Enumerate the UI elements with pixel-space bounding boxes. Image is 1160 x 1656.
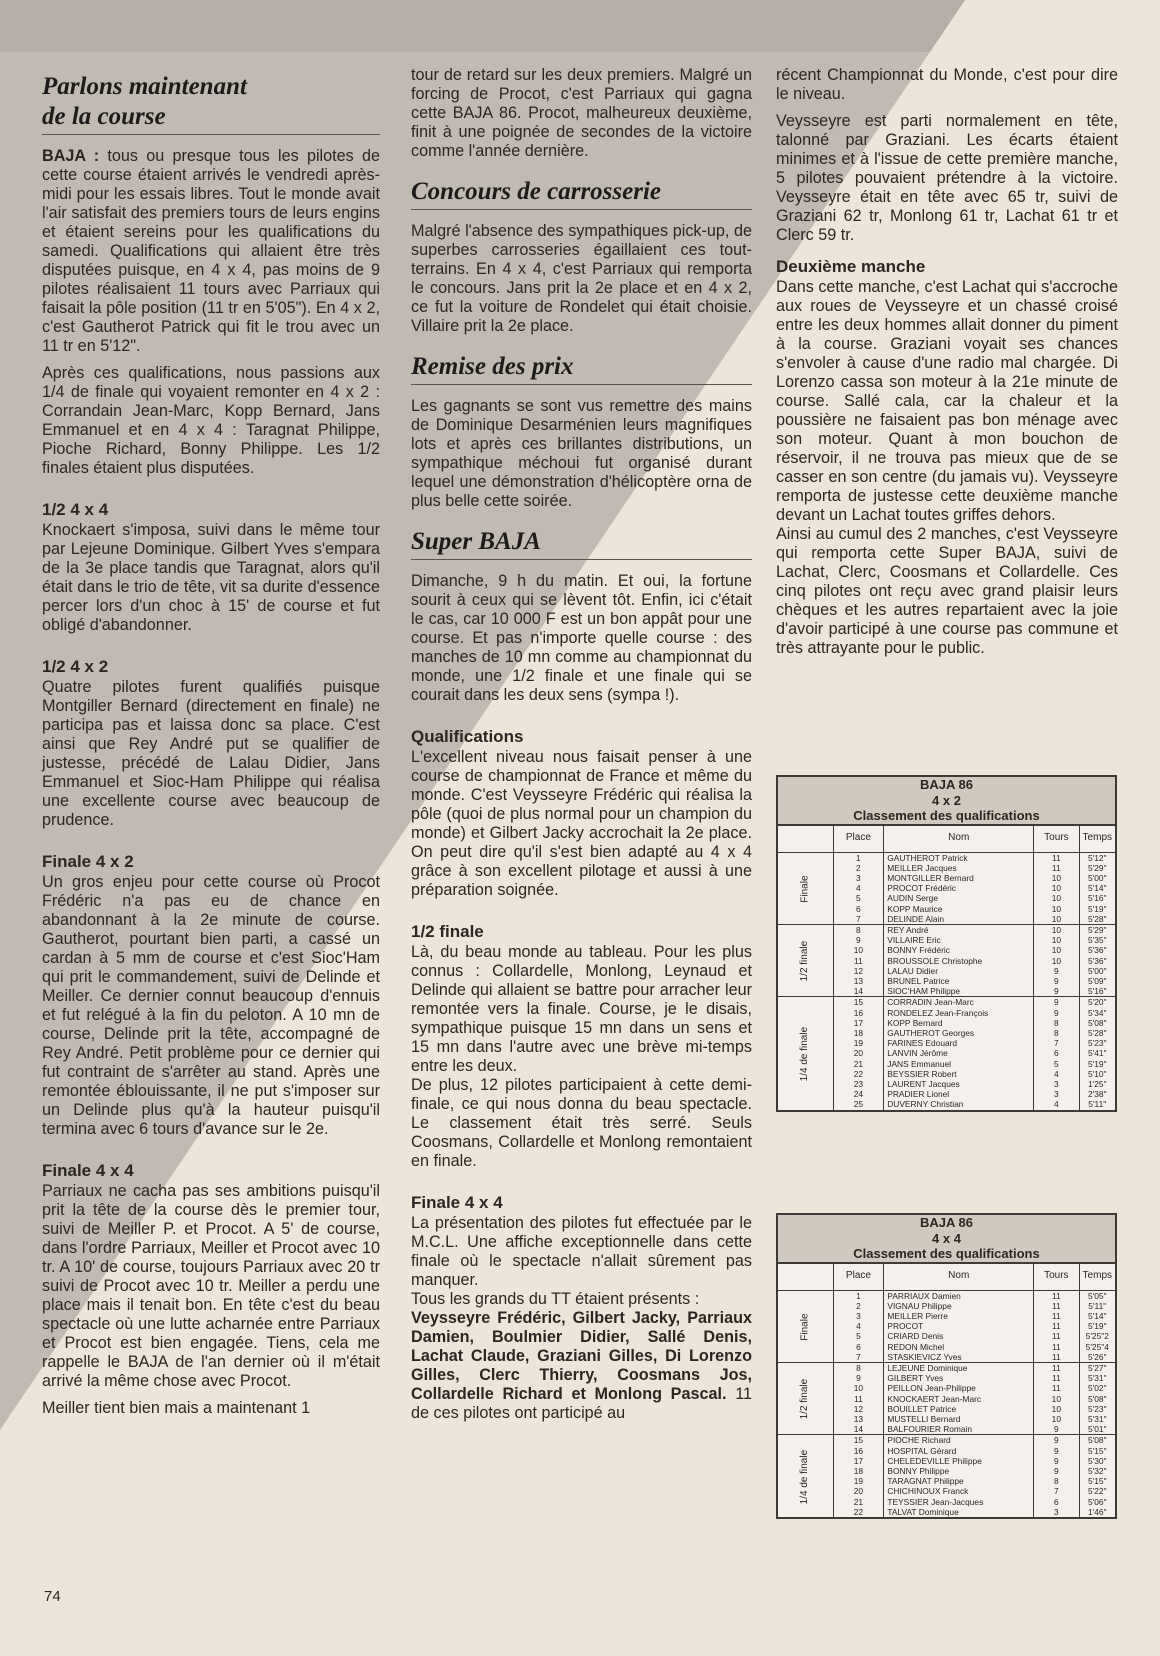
cell-tours: 4 (1054, 1068, 1059, 1079)
cell-place: 18 (853, 1027, 864, 1038)
subheading: 1/2 finale (411, 922, 484, 941)
table-column-tours (1034, 997, 1079, 1111)
column-header-tours: Tours (1034, 825, 1079, 853)
cell-tours: 11 (1051, 1351, 1061, 1362)
table-title-line1: BAJA 86 (920, 1215, 973, 1230)
table-column-nom (884, 1362, 1034, 1434)
cell-nom: KOPP Maurice (887, 903, 943, 914)
cell-temps: 5'23" (1088, 1038, 1107, 1049)
cell-place: 8 (856, 1362, 861, 1373)
cell-place: 13 (853, 1413, 864, 1424)
paragraph: Là, du beau monde au tableau. Pour les plus connus : Collardelle, Monlong, Leynaud et Delinde qui allaient se battre pour arracher leur remontée vers la finale. Course, je le disais, sympathique puisque 15 mn dans un sens et 15 mn dans l'autre avec une brève mi-temps entre les deux. (411, 943, 752, 1075)
cell-tours: 10 (1051, 1413, 1061, 1424)
cell-nom: JANS Emmanuel (887, 1058, 952, 1069)
cell-temps: 5'15" (1088, 1476, 1107, 1487)
cell-temps: 5'31" (1088, 1413, 1107, 1424)
cell-temps: 5'19" (1088, 1058, 1107, 1069)
cell-place: 20 (853, 1048, 864, 1059)
table-title-line3: Classement des qualifications (853, 808, 1040, 823)
cell-temps: 5'28" (1088, 913, 1107, 924)
cell-tours: 9 (1053, 1465, 1059, 1476)
cell-place: 4 (856, 1321, 861, 1332)
column-header-temps: Temps (1079, 1263, 1116, 1291)
cell-nom: HOSPITAL Gérard (887, 1445, 957, 1456)
cell-temps: 5'41" (1088, 1048, 1107, 1059)
group-label-text: 1/2 finale (799, 1378, 811, 1420)
qualification-table-4x4 (776, 1213, 1117, 1519)
cell-place: 22 (853, 1506, 864, 1517)
cell-place: 14 (853, 1424, 864, 1435)
conclusion-a: Ainsi au cumul des 2 manches, c'est Veysseyre qui remporta cette Super BAJA, suivi de Lachat, Clerc, Coosmans et Collardelle. (776, 525, 1118, 581)
column-header-temps: Temps (1079, 825, 1116, 853)
cell-tours: 10 (1051, 935, 1062, 946)
paragraph: Veysseyre est parti normalement en tête, talonné par Graziani. Les écarts étaient minimes et à l'issue de cette première manche, 5 pilotes pouvaient prétendre à la victoire. Veysseyre était en tête avec 65 tr, suivi de Graziani 62 tr, Monlong 61 tr, Lachat 61 tr et Clerc 59 tr. (776, 112, 1118, 244)
section-title-remise-des-prix: Remise des prix (411, 346, 752, 385)
cell-place: 3 (856, 1310, 861, 1321)
subheading: Finale 4 x 4 (42, 1161, 134, 1180)
table-column-place (833, 997, 884, 1111)
paragraph (776, 525, 1118, 658)
cell-place: 9 (856, 935, 861, 946)
cell-place: 15 (853, 997, 864, 1008)
cell-tours: 3 (1054, 1089, 1059, 1100)
cell-place: 24 (853, 1089, 864, 1100)
cell-place: 11 (854, 1393, 863, 1404)
cell-nom: DUVERNY Christian (887, 1099, 964, 1110)
cell-place: 13 (853, 975, 864, 986)
cell-temps: 5'35" (1088, 935, 1107, 946)
column-2 (411, 66, 752, 1431)
cell-place: 1 (856, 1290, 861, 1301)
cell-nom: SIOC'HAM Philippe (887, 986, 961, 997)
cell-nom: BRUNEL Patrice (887, 975, 950, 986)
table-column-temps (1079, 924, 1116, 996)
cell-tours: 8 (1054, 1017, 1059, 1028)
table-column-temps (1079, 1290, 1116, 1362)
cell-nom: TALVAT Dominique (887, 1506, 959, 1517)
table-title-line2: 4 x 2 (932, 792, 961, 808)
cell-tours: 10 (1051, 924, 1062, 935)
cell-nom: MUSTELLI Bernard (887, 1413, 961, 1424)
table-column-tours (1034, 1435, 1079, 1518)
cell-place: 6 (856, 1341, 861, 1352)
cell-tours: 5 (1054, 1058, 1059, 1069)
cell-temps: 5'08" (1088, 1435, 1107, 1446)
cell-tours: 11 (1051, 1331, 1061, 1342)
cell-nom: PARRIAUX Damien (887, 1290, 961, 1301)
cell-nom: CHICHINOUX Franck (887, 1486, 969, 1497)
paragraph: De plus, 12 pilotes participaient à cette demi-finale, ce qui nous donna du beau spectacle. Le classement était très serré. Seuls Coosmans, Collardelle et Monlong remontaient en finale. (411, 1076, 752, 1170)
cell-temps: 5'15" (1088, 1445, 1107, 1456)
cell-nom: BONNY Frédéric (887, 945, 950, 956)
table-group (777, 1290, 1116, 1362)
cell-tours: 7 (1053, 1486, 1059, 1497)
cell-temps: 5'19" (1088, 903, 1107, 914)
column-header-place: Place (833, 1263, 884, 1291)
section-title-carrosserie: Concours de carrosserie (411, 171, 752, 210)
cell-nom: BEYSSIER Robert (887, 1068, 957, 1079)
cell-tours: 9 (1053, 1424, 1059, 1435)
page-number: 74 (44, 1588, 61, 1605)
cell-temps: 5'31" (1088, 1373, 1107, 1384)
cell-nom: GILBERT Yves (887, 1373, 944, 1384)
cell-nom: LEJEUNE Dominique (887, 1362, 968, 1373)
cell-place: 16 (853, 1007, 864, 1018)
cell-nom: GAUTHEROT Georges (887, 1027, 975, 1038)
table-column-place (833, 1290, 884, 1362)
conclusion-b: Ces cinq pilotes ont reçu avec grand plaisir leurs chèques et les autres repartaient avec la joie d'avoir participé à une course pas commune et très attrayante pour le public. (776, 563, 1118, 657)
cell-nom: MEILLER Jacques (887, 862, 957, 873)
cell-place: 12 (853, 1403, 864, 1414)
cell-temps: 5'16" (1088, 986, 1107, 997)
cell-tours: 8 (1053, 1476, 1059, 1487)
cell-place: 5 (856, 893, 861, 904)
column-header-place: Place (833, 825, 884, 853)
cell-nom: REDON Michel (887, 1341, 945, 1352)
paragraph: Tous les grands du TT étaient présents : (411, 1290, 700, 1308)
table-group (777, 997, 1116, 1111)
cell-temps: 5'29" (1088, 862, 1107, 873)
cell-tours: 9 (1053, 1445, 1059, 1456)
cell-place: 8 (856, 924, 861, 935)
cell-place: 22 (853, 1068, 864, 1079)
cell-place: 7 (856, 913, 861, 924)
cell-temps: 5'19" (1088, 1321, 1107, 1332)
paragraph-tail: 11 de ces pilotes ont participé au (411, 1385, 753, 1422)
cell-tours: 9 (1054, 965, 1059, 976)
cell-place: 10 (853, 945, 864, 956)
column-header-nom: Nom (884, 825, 1034, 853)
table-column-temps (1079, 1362, 1116, 1434)
cell-place: 23 (853, 1078, 864, 1089)
table-column-temps (1079, 997, 1116, 1111)
cell-temps: 5'30" (1088, 1455, 1107, 1466)
cell-tours: 11 (1051, 1373, 1061, 1384)
table-column-place (833, 1362, 884, 1434)
table-header (777, 1214, 1116, 1263)
cell-nom: KOPP Bernard (887, 1017, 943, 1028)
paragraph: Quatre pilotes furent qualifiés puisque Montgiller Bernard (directement en finale) ne participa pas et laissa donc sa place. C'est ainsi que Rey André put se qualifier de justesse, précédé de Lalau Didier, Jans Emmanuel et Sioc-Ham Philippe qui réalisa une excellente course avec beaucoup de prudence. (42, 678, 380, 829)
label-column-header (777, 1263, 833, 1291)
cell-place: 2 (856, 862, 861, 873)
cell-tours: 10 (1051, 893, 1062, 904)
subheading: 1/2 4 x 2 (42, 657, 109, 676)
table-column-place (833, 924, 884, 996)
group-label-text: 1/4 de finale (799, 1449, 811, 1504)
cell-tours: 9 (1053, 1435, 1059, 1446)
column-1 (42, 66, 380, 1426)
subheading: Finale 4 x 4 (411, 1193, 503, 1212)
cell-nom: LALAU Didier (887, 965, 938, 976)
cell-tours: 6 (1054, 1048, 1059, 1059)
table-group (777, 852, 1116, 924)
label-column-header (777, 825, 833, 853)
group-label-text: 1/2 finale (799, 940, 811, 982)
cell-temps: 5'34" (1088, 1007, 1107, 1018)
driver-list: Veysseyre Frédéric, Gilbert Jacky, Parriaux Damien, Boulmier Didier, Sallé Denis, Lachat Claude, Graziani Gilles, Di Lorenzo Gilles, Clerc Thierry, Coosmans Jos, Collardelle Richard et Monlong Pascal. (411, 1309, 752, 1403)
table-column-nom (884, 852, 1034, 924)
cell-temps: 5'00" (1088, 872, 1107, 883)
cell-temps: 5'28" (1088, 1027, 1107, 1038)
cell-tours: 9 (1054, 1007, 1059, 1018)
cell-nom: VIGNAU Philippe (887, 1300, 952, 1311)
cell-nom: LAURENT Jacques (887, 1078, 960, 1089)
cell-nom: BALFOURIER Romain (887, 1424, 973, 1435)
cell-place: 20 (853, 1486, 864, 1497)
cell-tours: 8 (1054, 1027, 1059, 1038)
cell-place: 9 (856, 1373, 861, 1384)
cell-nom: PIOCHE Richard (887, 1435, 951, 1446)
cell-tours: 10 (1051, 903, 1062, 914)
paragraph: Les gagnants se sont vus remettre des mains de Dominique Desarménien leurs magnifiques lots et après ces brillantes distributions, un sympathique méchoui fut organisé durant lequel une démonstration d'hélicoptère orna de plus belle cette soirée. (411, 397, 752, 510)
table-group (777, 1362, 1116, 1434)
table-title-line3: Classement des qualifications (853, 1246, 1040, 1261)
subheading: Deuxième manche (776, 257, 926, 276)
qualification-table-4x2 (776, 775, 1117, 1112)
cell-temps: 5'20" (1088, 997, 1107, 1008)
group-label (777, 1435, 833, 1518)
cell-temps: 5'25"2 (1085, 1331, 1109, 1342)
group-label (777, 1362, 833, 1434)
subheading: Qualifications (411, 727, 524, 746)
cell-temps: 5'09" (1088, 975, 1107, 986)
cell-place: 17 (853, 1017, 864, 1028)
column-3 (776, 66, 1118, 666)
table-column-tours (1034, 852, 1079, 924)
paragraph: Dans cette manche, c'est Lachat qui s'accroche aux roues de Veysseyre et un chassé croisé entre les deux hommes allait donner du piment à la course. Graziani voyait ses chances s'envoler à cause d'une radio mal chargée. Di Lorenzo cassa son moteur à la 21e minute de course. Sallé cala, car la chaleur et la poussière ne faisaient pas bon ménage avec son moteur. Quant à mon bouchon de réservoir, il ne trouva pas mieux que de se casser en son centre (du jamais vu). Veysseyre remporta de justesse cette deuxième manche devant un Lachat toutes griffes dehors. (776, 278, 1118, 524)
cell-tours: 6 (1053, 1496, 1059, 1507)
table-column-place (833, 1435, 884, 1518)
cell-place: 10 (853, 1383, 864, 1394)
paragraph: Dimanche, 9 h du matin. Et oui, la fortune sourit à ceux qui se lèvent tôt. Enfin, ici c'était le cas, car 10 000 F est un bon appât pour une course. Et pas n'importe quelle course : des manches de 10 mn comme au championnat du monde, une 1/2 finale et une finale qui se courait dans les deux sens (sympa !). (411, 572, 752, 704)
cell-temps: 5'14" (1088, 1310, 1107, 1321)
intro-lead: BAJA : (42, 147, 100, 165)
cell-tours: 4 (1054, 1099, 1059, 1110)
cell-place: 2 (856, 1300, 861, 1311)
cell-place: 4 (856, 883, 861, 894)
group-label-text: 1/4 de finale (799, 1026, 811, 1082)
group-label (777, 924, 833, 996)
intro-text: tous ou presque tous les pilotes de cette course étaient arrivés le vendredi après-midi pour les essais libres. Tout le monde avait l'air satisfait des premiers tours de leurs engins et étaient sereins pour les qualifications du samedi. Qualifications qui allaient être très disputées puisque, en 4 x 4, pas moins de 9 pilotes réalisaient 11 tours avec Parriaux qui faisait la pôle position (11 tr en 5'05"). En 4 x 2, c'est Gautherot Patrick qui fit le trou avec un 11 tr en 5'12". (42, 147, 380, 355)
cell-temps: 5'02" (1088, 1383, 1107, 1394)
group-label-text: Finale (799, 1313, 811, 1341)
cell-place: 11 (854, 955, 863, 966)
table-title-line1: BAJA 86 (920, 777, 973, 792)
cell-temps: 5'00" (1088, 965, 1107, 976)
cell-temps: 5'12" (1088, 852, 1107, 863)
table-column-temps (1079, 1435, 1116, 1518)
cell-nom: CRIARD Denis (887, 1331, 944, 1342)
cell-tours: 3 (1053, 1506, 1059, 1517)
subheading: 1/2 4 x 4 (42, 500, 109, 519)
cell-temps: 5'05" (1088, 1290, 1107, 1301)
cell-place: 19 (853, 1476, 864, 1487)
cell-tours: 11 (1051, 1290, 1061, 1301)
cell-temps: 5'23" (1088, 1403, 1107, 1414)
cell-tours: 9 (1054, 997, 1059, 1008)
cell-place: 6 (856, 903, 861, 914)
cell-place: 14 (853, 986, 864, 997)
cell-place: 21 (853, 1058, 864, 1069)
cell-nom: KNOCKAERT Jean-Marc (887, 1393, 982, 1404)
table-column-tours (1034, 1362, 1079, 1434)
cell-tours: 11 (1052, 852, 1061, 863)
cell-tours: 9 (1054, 975, 1059, 986)
cell-nom: DELINDE Alain (887, 913, 945, 924)
cell-temps: 5'11" (1088, 1099, 1107, 1110)
paragraph: tour de retard sur les deux premiers. Malgré un forcing de Procot, c'est Parriaux qui gagna cette BAJA 86. Procot, malheureux deuxième, finit à une poignée de secondes de la victoire comme l'année dernière. (411, 66, 752, 160)
cell-nom: CORRADIN Jean-Marc (887, 997, 974, 1008)
cell-tours: 11 (1051, 1310, 1061, 1321)
cell-tours: 10 (1051, 883, 1062, 894)
table-group (777, 924, 1116, 996)
paragraph: Après ces qualifications, nous passions aux 1/4 de finale qui voyaient remonter en 4 x 2 : Corrandain Jean-Marc, Kopp Bernard, Jans Emmanuel et en 4 x 4 : Taragnat Philippe, Pioche Richard, Bonny Philippe. Les 1/2 finales étaient plus disputées. (42, 364, 380, 477)
cell-tours: 9 (1053, 1455, 1059, 1466)
cell-temps: 1'25" (1088, 1078, 1107, 1089)
cell-nom: PEILLON Jean-Philippe (887, 1383, 976, 1394)
cell-place: 15 (853, 1435, 864, 1446)
paragraph: Un gros enjeu pour cette course où Procot Frédéric n'a pas eu de chance en abandonnant à la 2e minute de course. Gautherot, pourtant bien parti, a cassé un cardan à 5 mm de course et c'est Sioc'Ham qui prit le commandement, suivi de Delinde et Meiller. Ce dernier connut beaucoup d'ennuis et fut relégué à la fin du peloton. A 10 mn de course, Delinde prit la tête, accompagné de Rey André. Petit problème pour ce dernier qui fut contraint de s'arrêter au stand. Après une remontée éblouissante, il ne put s'imposer sur un Delinde plus qu'à la hauteur puisqu'il termina avec 6 tours d'avance sur le 2e. (42, 873, 380, 1138)
cell-place: 21 (853, 1496, 864, 1507)
cell-temps: 5'10" (1088, 1068, 1107, 1079)
cell-tours: 10 (1051, 872, 1062, 883)
table-column-nom (884, 1290, 1034, 1362)
cell-place: 7 (856, 1351, 861, 1362)
table-column-place (833, 852, 884, 924)
cell-temps: 5'25"4 (1085, 1341, 1109, 1352)
cell-nom: MEILLER Pierre (887, 1310, 948, 1321)
cell-temps: 5'11" (1088, 1300, 1107, 1311)
section-title-course-line1: Parlons maintenant (42, 73, 247, 100)
section-title-super-baja: Super BAJA (411, 521, 752, 560)
cell-nom: RONDELEZ Jean-François (887, 1007, 989, 1018)
cell-nom: PROCOT (887, 1321, 924, 1332)
cell-temps: 5'16" (1088, 893, 1107, 904)
paragraph: La présentation des pilotes fut effectuée par le M.C.L. Une affiche exceptionnelle dans cette finale où le spectacle n'allait sûrement pas manquer. (411, 1214, 752, 1289)
subheading: Finale 4 x 2 (42, 852, 134, 871)
cell-temps: 5'36" (1088, 955, 1107, 966)
paragraph (411, 1309, 752, 1423)
cell-nom: TEYSSIER Jean-Jacques (887, 1496, 984, 1507)
cell-place: 12 (853, 965, 864, 976)
cell-temps: 5'06" (1088, 1496, 1107, 1507)
group-label-text: Finale (799, 875, 811, 903)
cell-tours: 9 (1054, 986, 1059, 997)
group-label (777, 852, 833, 924)
cell-nom: FARINES Edouard (887, 1038, 958, 1049)
cell-temps: 2'38" (1088, 1089, 1107, 1100)
cell-temps: 5'27" (1088, 1362, 1107, 1373)
paragraph: récent Championnat du Monde, c'est pour dire le niveau. (776, 66, 1118, 103)
cell-nom: BOUILLET Patrice (887, 1403, 957, 1414)
cell-nom: PROCOT Frédéric (887, 883, 956, 894)
paragraph: L'excellent niveau nous faisait penser à une course de championnat de France et même du monde. C'est Veysseyre Frédéric qui réalisa la pôle (quoi de plus normal pour un champion du monde) et Gilbert Jacky accrochait la 2e place. On peut dire qu'il s'est bien adapté au 4 x 4 grâce à son excellent pilotage et aussi à une préparation soignée. (411, 748, 752, 899)
cell-place: 17 (853, 1455, 864, 1466)
cell-nom: LANVIN Jérôme (887, 1048, 948, 1059)
cell-tours: 11 (1051, 1383, 1061, 1394)
cell-temps: 5'22" (1088, 1486, 1107, 1497)
table-column-nom (884, 997, 1034, 1111)
cell-tours: 11 (1052, 862, 1061, 873)
table-column-nom (884, 1435, 1034, 1518)
cell-tours: 11 (1051, 1341, 1061, 1352)
cell-temps: 5'08" (1088, 1017, 1107, 1028)
cell-nom: CHELEDEVILLE Philippe (887, 1455, 982, 1466)
cell-nom: MONTGILLER Bernard (887, 872, 974, 883)
paragraph: Malgré l'absence des sympathiques pick-up, de superbes carrosseries égaillaient ces tout-terrains. En 4 x 4, c'est Parriaux qui remporta le concours. Jans prit la 2e place et en 4 x 2, ce fut la voiture de Rondelet qui était choisie. Villaire prit la 2e place. (411, 222, 752, 335)
cell-tours: 11 (1051, 1300, 1061, 1311)
paragraph: Knockaert s'imposa, suivi dans le même tour par Lejeune Dominique. Gilbert Yves s'empara de la 3e place tandis que Taragnat, alors qu'il était dans le trio de tête, vit sa durite d'essence percer lors d'un choc à 15' de course et fut obligé d'abandonner. (42, 521, 380, 634)
cell-temps: 5'26" (1088, 1351, 1107, 1362)
cell-temps: 5'32" (1088, 1465, 1107, 1476)
cell-place: 3 (856, 872, 861, 883)
cell-nom: TARAGNAT Philippe (887, 1476, 964, 1487)
cell-nom: VILLAIRE Eric (887, 935, 941, 946)
table-header (777, 776, 1116, 825)
cell-place: 5 (856, 1331, 861, 1342)
cell-nom: STASKIEVICZ Yves (887, 1351, 962, 1362)
table-column-nom (884, 924, 1034, 996)
table-column-tours (1034, 1290, 1079, 1362)
cell-nom: PRADIER Lionel (887, 1089, 950, 1100)
table-group (777, 1435, 1116, 1518)
column-header-nom: Nom (884, 1263, 1034, 1291)
group-label (777, 997, 833, 1111)
table-title-line2: 4 x 4 (932, 1230, 961, 1246)
cell-temps: 5'29" (1088, 924, 1107, 935)
cell-place: 1 (856, 852, 861, 863)
table-column-temps (1079, 852, 1116, 924)
cell-nom: BONNY Philippe (887, 1465, 950, 1476)
paragraph: Parriaux ne cacha pas ses ambitions puisqu'il prit la tête de la course dès le premier tour, suivi de Meiller P. et Procot. A 5' de course, dans l'ordre Parriaux, Meiller et Procot avec 10 tr. A 10' de course, toujours Parriaux avec 20 tr suivi de Procot avec 10 tr. Meiller a perdu une place mais il tenait bon. En tête c'est du beau spectacle où une lutte acharnée entre Parriaux et Procot est bien engagée. Tiens, cela me rappelle le BAJA de l'an dernier où il m'était arrivé la même chose avec Procot. (42, 1182, 380, 1390)
cell-place: 18 (853, 1465, 864, 1476)
cell-temps: 5'14" (1088, 883, 1107, 894)
cell-tours: 10 (1051, 945, 1062, 956)
cell-nom: AUDIN Serge (887, 893, 938, 904)
cell-temps: 1'46" (1088, 1506, 1107, 1517)
cell-temps: 5'01" (1088, 1424, 1107, 1435)
table-column-tours (1034, 924, 1079, 996)
cell-place: 25 (853, 1099, 864, 1110)
group-label (777, 1290, 833, 1362)
cell-tours: 10 (1051, 913, 1062, 924)
cell-tours: 10 (1051, 1403, 1061, 1414)
column-header-tours: Tours (1034, 1263, 1079, 1291)
cell-place: 19 (853, 1038, 864, 1049)
cell-tours: 11 (1051, 1321, 1061, 1332)
cell-place: 16 (853, 1445, 864, 1456)
cell-nom: REY André (887, 924, 929, 935)
section-title-course-line2: de la course (42, 102, 380, 135)
cell-tours: 10 (1051, 1393, 1061, 1404)
cell-tours: 3 (1054, 1078, 1059, 1089)
paragraph: Meiller tient bien mais a maintenant 1 (42, 1399, 311, 1417)
cell-temps: 5'36" (1088, 945, 1107, 956)
cell-temps: 5'08" (1088, 1393, 1107, 1404)
cell-nom: GAUTHEROT Patrick (887, 852, 968, 863)
intro-paragraph (42, 147, 380, 356)
cell-nom: BROUSSOLE Christophe (887, 955, 983, 966)
cell-tours: 7 (1054, 1038, 1059, 1049)
cell-tours: 10 (1051, 955, 1062, 966)
cell-tours: 11 (1051, 1362, 1061, 1373)
